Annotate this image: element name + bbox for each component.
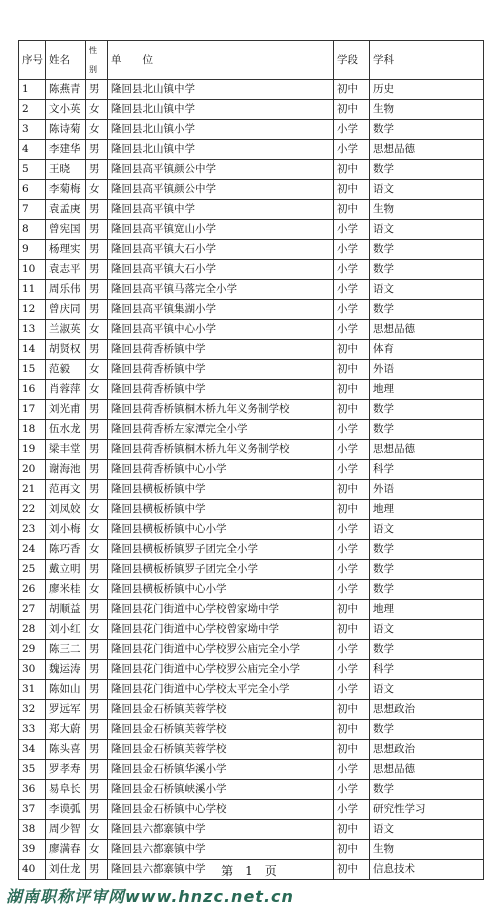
cell-no: 13 <box>19 320 46 340</box>
cell-gender: 男 <box>86 640 108 660</box>
cell-no: 5 <box>19 160 46 180</box>
cell-no: 27 <box>19 600 46 620</box>
cell-no: 6 <box>19 180 46 200</box>
cell-level: 初中 <box>334 860 370 880</box>
cell-gender: 男 <box>86 160 108 180</box>
cell-level: 初中 <box>334 160 370 180</box>
table-row <box>19 840 484 860</box>
cell-no: 4 <box>19 140 46 160</box>
cell-level: 初中 <box>334 200 370 220</box>
cell-subject: 思想政治 <box>370 740 484 760</box>
cell-subject: 语文 <box>370 280 484 300</box>
cell-gender: 男 <box>86 780 108 800</box>
cell-subject: 历史 <box>370 80 484 100</box>
cell-no: 14 <box>19 340 46 360</box>
cell-subject: 数学 <box>370 420 484 440</box>
cell-unit: 隆回县荷香桥镇中学 <box>108 340 334 360</box>
cell-subject: 数学 <box>370 580 484 600</box>
cell-name: 易阜长 <box>46 780 86 800</box>
table-row <box>19 640 484 660</box>
cell-subject: 语文 <box>370 620 484 640</box>
header-unit: 单 位 <box>108 41 334 80</box>
cell-gender: 女 <box>86 320 108 340</box>
table-row <box>19 540 484 560</box>
cell-subject: 数学 <box>370 640 484 660</box>
table-row <box>19 820 484 840</box>
table-header-row <box>19 41 484 80</box>
cell-level: 小学 <box>334 780 370 800</box>
cell-name: 兰淑英 <box>46 320 86 340</box>
cell-name: 廖满春 <box>46 840 86 860</box>
table-row <box>19 240 484 260</box>
cell-gender: 男 <box>86 340 108 360</box>
cell-subject: 生物 <box>370 200 484 220</box>
cell-no: 26 <box>19 580 46 600</box>
cell-level: 初中 <box>334 820 370 840</box>
table-row <box>19 420 484 440</box>
cell-level: 小学 <box>334 420 370 440</box>
cell-unit: 隆回县花门街道中心学校罗公庙完全小学 <box>108 640 334 660</box>
cell-name: 李谟弧 <box>46 800 86 820</box>
cell-level: 小学 <box>334 300 370 320</box>
cell-subject: 地理 <box>370 500 484 520</box>
cell-no: 23 <box>19 520 46 540</box>
cell-subject: 科学 <box>370 460 484 480</box>
cell-level: 小学 <box>334 440 370 460</box>
cell-name: 魏运涛 <box>46 660 86 680</box>
cell-unit: 隆回县荷香桥左家潭完全小学 <box>108 420 334 440</box>
cell-name: 戴立明 <box>46 560 86 580</box>
cell-name: 罗孝寿 <box>46 760 86 780</box>
cell-no: 11 <box>19 280 46 300</box>
cell-level: 初中 <box>334 600 370 620</box>
cell-gender: 男 <box>86 740 108 760</box>
cell-gender: 女 <box>86 580 108 600</box>
cell-unit: 隆回县高平镇中心小学 <box>108 320 334 340</box>
cell-gender: 女 <box>86 100 108 120</box>
cell-name: 陈燕青 <box>46 80 86 100</box>
cell-subject: 研究性学习 <box>370 800 484 820</box>
cell-unit: 隆回县荷香桥镇中学 <box>108 380 334 400</box>
cell-name: 范再文 <box>46 480 86 500</box>
cell-subject: 数学 <box>370 240 484 260</box>
cell-no: 10 <box>19 260 46 280</box>
cell-subject: 外语 <box>370 480 484 500</box>
cell-level: 初中 <box>334 360 370 380</box>
cell-level: 小学 <box>334 520 370 540</box>
cell-name: 刘凤姣 <box>46 500 86 520</box>
table-row <box>19 740 484 760</box>
cell-subject: 思想品德 <box>370 760 484 780</box>
table-row <box>19 600 484 620</box>
cell-subject: 体育 <box>370 340 484 360</box>
cell-level: 初中 <box>334 700 370 720</box>
header-gender <box>86 41 108 80</box>
cell-gender: 女 <box>86 500 108 520</box>
cell-gender: 男 <box>86 300 108 320</box>
cell-no: 31 <box>19 680 46 700</box>
cell-no: 36 <box>19 780 46 800</box>
cell-subject: 生物 <box>370 840 484 860</box>
cell-level: 小学 <box>334 280 370 300</box>
cell-name: 刘小梅 <box>46 520 86 540</box>
cell-subject: 地理 <box>370 600 484 620</box>
cell-unit: 隆回县金石桥镇芙蓉学校 <box>108 740 334 760</box>
cell-no: 9 <box>19 240 46 260</box>
cell-unit: 隆回县高平镇大石小学 <box>108 260 334 280</box>
cell-gender: 男 <box>86 440 108 460</box>
cell-gender: 女 <box>86 360 108 380</box>
table-row <box>19 280 484 300</box>
cell-level: 小学 <box>334 560 370 580</box>
table-row <box>19 160 484 180</box>
cell-subject: 数学 <box>370 560 484 580</box>
cell-name: 刘光甫 <box>46 400 86 420</box>
table-row <box>19 80 484 100</box>
site-watermark: 湖南职称评审网www.hnzc.net.cn <box>6 887 294 906</box>
cell-gender: 女 <box>86 120 108 140</box>
cell-no: 15 <box>19 360 46 380</box>
cell-name: 陈巧香 <box>46 540 86 560</box>
cell-unit: 隆回县高平镇颜公中学 <box>108 160 334 180</box>
header-level: 学段 <box>334 41 370 80</box>
cell-gender: 男 <box>86 660 108 680</box>
cell-level: 初中 <box>334 720 370 740</box>
header-name: 姓名 <box>46 41 86 80</box>
cell-subject: 地理 <box>370 380 484 400</box>
cell-name: 陈头喜 <box>46 740 86 760</box>
cell-subject: 外语 <box>370 360 484 380</box>
cell-unit: 隆回县横板桥镇中心小学 <box>108 580 334 600</box>
cell-level: 小学 <box>334 680 370 700</box>
cell-subject: 语文 <box>370 680 484 700</box>
cell-no: 28 <box>19 620 46 640</box>
cell-unit: 隆回县横板桥镇中学 <box>108 500 334 520</box>
table-row <box>19 500 484 520</box>
cell-level: 小学 <box>334 660 370 680</box>
cell-subject: 数学 <box>370 120 484 140</box>
cell-unit: 隆回县六都寨镇中学 <box>108 840 334 860</box>
cell-gender: 女 <box>86 520 108 540</box>
cell-unit: 隆回县北山镇小学 <box>108 120 334 140</box>
cell-gender: 男 <box>86 720 108 740</box>
table-row <box>19 120 484 140</box>
table-row <box>19 580 484 600</box>
cell-name: 周少智 <box>46 820 86 840</box>
cell-gender: 男 <box>86 760 108 780</box>
cell-level: 小学 <box>334 760 370 780</box>
cell-name: 曾庆同 <box>46 300 86 320</box>
cell-subject: 思想政治 <box>370 700 484 720</box>
cell-subject: 语文 <box>370 180 484 200</box>
cell-name: 曾宪国 <box>46 220 86 240</box>
roster-table <box>18 40 484 880</box>
cell-gender: 男 <box>86 280 108 300</box>
cell-gender: 女 <box>86 820 108 840</box>
cell-unit: 隆回县荷香桥镇中学 <box>108 360 334 380</box>
cell-gender: 男 <box>86 680 108 700</box>
cell-level: 初中 <box>334 740 370 760</box>
cell-name: 梁丰堂 <box>46 440 86 460</box>
cell-unit: 隆回县北山镇中学 <box>108 80 334 100</box>
header-subject: 学科 <box>370 41 484 80</box>
table-row <box>19 220 484 240</box>
cell-unit: 隆回县金石桥镇华溪小学 <box>108 760 334 780</box>
cell-no: 1 <box>19 80 46 100</box>
cell-level: 初中 <box>334 480 370 500</box>
cell-level: 小学 <box>334 260 370 280</box>
cell-subject: 语文 <box>370 220 484 240</box>
cell-name: 刘小红 <box>46 620 86 640</box>
cell-no: 37 <box>19 800 46 820</box>
cell-no: 8 <box>19 220 46 240</box>
cell-gender: 男 <box>86 800 108 820</box>
cell-unit: 隆回县荷香桥镇中心小学 <box>108 460 334 480</box>
cell-level: 小学 <box>334 240 370 260</box>
table-body <box>19 80 484 880</box>
cell-name: 肖蓉萍 <box>46 380 86 400</box>
cell-name: 陈如山 <box>46 680 86 700</box>
cell-no: 29 <box>19 640 46 660</box>
cell-gender: 男 <box>86 460 108 480</box>
cell-subject: 语文 <box>370 820 484 840</box>
cell-unit: 隆回县荷香桥镇桐木桥九年义务制学校 <box>108 400 334 420</box>
cell-subject: 科学 <box>370 660 484 680</box>
cell-name: 胡顺益 <box>46 600 86 620</box>
cell-name: 谢海池 <box>46 460 86 480</box>
table-row <box>19 480 484 500</box>
cell-level: 初中 <box>334 620 370 640</box>
cell-subject: 数学 <box>370 260 484 280</box>
cell-no: 3 <box>19 120 46 140</box>
table-row <box>19 320 484 340</box>
cell-name: 廖米桂 <box>46 580 86 600</box>
cell-no: 25 <box>19 560 46 580</box>
cell-no: 40 <box>19 860 46 880</box>
cell-subject: 数学 <box>370 160 484 180</box>
cell-unit: 隆回县高平镇中学 <box>108 200 334 220</box>
cell-no: 35 <box>19 760 46 780</box>
cell-name: 郑大蔚 <box>46 720 86 740</box>
table-row <box>19 200 484 220</box>
cell-level: 初中 <box>334 180 370 200</box>
cell-unit: 隆回县北山镇中学 <box>108 140 334 160</box>
cell-name: 袁志平 <box>46 260 86 280</box>
cell-gender: 男 <box>86 700 108 720</box>
cell-level: 初中 <box>334 80 370 100</box>
cell-unit: 隆回县金石桥镇峡溪小学 <box>108 780 334 800</box>
cell-name: 陈三二 <box>46 640 86 660</box>
cell-subject: 数学 <box>370 300 484 320</box>
cell-unit: 隆回县横板桥镇中学 <box>108 480 334 500</box>
cell-level: 初中 <box>334 500 370 520</box>
cell-no: 7 <box>19 200 46 220</box>
cell-subject: 语文 <box>370 520 484 540</box>
cell-unit: 隆回县高平镇大石小学 <box>108 240 334 260</box>
cell-gender: 男 <box>86 260 108 280</box>
cell-gender: 女 <box>86 620 108 640</box>
table-row <box>19 560 484 580</box>
cell-no: 34 <box>19 740 46 760</box>
cell-level: 初中 <box>334 340 370 360</box>
cell-unit: 隆回县花门街道中心学校曾家坳中学 <box>108 620 334 640</box>
cell-unit: 隆回县六都寨镇中学 <box>108 860 334 880</box>
cell-level: 初中 <box>334 840 370 860</box>
table-row <box>19 780 484 800</box>
cell-gender: 女 <box>86 840 108 860</box>
cell-gender: 男 <box>86 600 108 620</box>
table-row <box>19 100 484 120</box>
cell-level: 小学 <box>334 800 370 820</box>
table-row <box>19 180 484 200</box>
cell-gender: 男 <box>86 240 108 260</box>
table-row <box>19 700 484 720</box>
cell-no: 38 <box>19 820 46 840</box>
cell-no: 20 <box>19 460 46 480</box>
cell-unit: 隆回县高平镇集湖小学 <box>108 300 334 320</box>
cell-no: 12 <box>19 300 46 320</box>
header-gender-label: 性 别 <box>89 46 97 74</box>
header-no: 序号 <box>19 41 46 80</box>
cell-subject: 信息技术 <box>370 860 484 880</box>
cell-no: 19 <box>19 440 46 460</box>
cell-unit: 隆回县横板桥镇罗子团完全小学 <box>108 560 334 580</box>
cell-level: 小学 <box>334 120 370 140</box>
table-row <box>19 300 484 320</box>
cell-no: 24 <box>19 540 46 560</box>
cell-subject: 数学 <box>370 720 484 740</box>
cell-gender: 男 <box>86 560 108 580</box>
cell-name: 伍水龙 <box>46 420 86 440</box>
cell-unit: 隆回县高平镇马落完全小学 <box>108 280 334 300</box>
cell-unit: 隆回县金石桥镇中心学校 <box>108 800 334 820</box>
cell-gender: 女 <box>86 180 108 200</box>
cell-subject: 生物 <box>370 100 484 120</box>
table-row <box>19 460 484 480</box>
cell-name: 陈诗菊 <box>46 120 86 140</box>
table-row <box>19 360 484 380</box>
cell-no: 2 <box>19 100 46 120</box>
table-row <box>19 800 484 820</box>
cell-level: 初中 <box>334 100 370 120</box>
cell-unit: 隆回县六都寨镇中学 <box>108 820 334 840</box>
cell-subject: 数学 <box>370 400 484 420</box>
cell-name: 李建华 <box>46 140 86 160</box>
cell-name: 杨理实 <box>46 240 86 260</box>
cell-unit: 隆回县花门街道中心学校太平完全小学 <box>108 680 334 700</box>
cell-unit: 隆回县横板桥镇中心小学 <box>108 520 334 540</box>
cell-gender: 男 <box>86 200 108 220</box>
cell-level: 小学 <box>334 140 370 160</box>
table-row <box>19 680 484 700</box>
cell-subject: 思想品德 <box>370 440 484 460</box>
cell-unit: 隆回县花门街道中心学校罗公庙完全小学 <box>108 660 334 680</box>
cell-subject: 思想品德 <box>370 140 484 160</box>
cell-subject: 思想品德 <box>370 320 484 340</box>
cell-unit: 隆回县金石桥镇芙蓉学校 <box>108 720 334 740</box>
cell-no: 32 <box>19 700 46 720</box>
table-row <box>19 620 484 640</box>
cell-unit: 隆回县金石桥镇芙蓉学校 <box>108 700 334 720</box>
cell-no: 16 <box>19 380 46 400</box>
cell-unit: 隆回县横板桥镇罗子团完全小学 <box>108 540 334 560</box>
table-row <box>19 380 484 400</box>
cell-gender: 男 <box>86 400 108 420</box>
cell-gender: 男 <box>86 220 108 240</box>
cell-no: 18 <box>19 420 46 440</box>
cell-gender: 女 <box>86 380 108 400</box>
cell-unit: 隆回县北山镇中学 <box>108 100 334 120</box>
cell-gender: 男 <box>86 860 108 880</box>
table-row <box>19 440 484 460</box>
cell-no: 17 <box>19 400 46 420</box>
cell-name: 李菊梅 <box>46 180 86 200</box>
cell-no: 22 <box>19 500 46 520</box>
cell-no: 21 <box>19 480 46 500</box>
cell-unit: 隆回县高平镇颜公中学 <box>108 180 334 200</box>
table-row <box>19 140 484 160</box>
cell-gender: 女 <box>86 540 108 560</box>
cell-level: 小学 <box>334 580 370 600</box>
cell-no: 39 <box>19 840 46 860</box>
cell-name: 罗远军 <box>46 700 86 720</box>
cell-level: 小学 <box>334 640 370 660</box>
table-row <box>19 340 484 360</box>
table-row <box>19 760 484 780</box>
cell-name: 胡贤权 <box>46 340 86 360</box>
cell-subject: 数学 <box>370 540 484 560</box>
table-row <box>19 400 484 420</box>
cell-level: 小学 <box>334 540 370 560</box>
cell-no: 30 <box>19 660 46 680</box>
table-row <box>19 660 484 680</box>
page-number: 第 1 页 <box>221 864 277 878</box>
cell-unit: 隆回县花门街道中心学校曾家坳中学 <box>108 600 334 620</box>
cell-gender: 男 <box>86 420 108 440</box>
table-row <box>19 720 484 740</box>
cell-name: 范毅 <box>46 360 86 380</box>
table-row <box>19 520 484 540</box>
cell-level: 小学 <box>334 220 370 240</box>
cell-name: 王晓 <box>46 160 86 180</box>
table-row <box>19 260 484 280</box>
cell-level: 小学 <box>334 320 370 340</box>
cell-unit: 隆回县高平镇宽山小学 <box>108 220 334 240</box>
cell-name: 刘仕龙 <box>46 860 86 880</box>
cell-gender: 男 <box>86 480 108 500</box>
cell-gender: 男 <box>86 80 108 100</box>
cell-level: 小学 <box>334 460 370 480</box>
cell-gender: 男 <box>86 140 108 160</box>
cell-name: 袁孟庚 <box>46 200 86 220</box>
cell-level: 初中 <box>334 380 370 400</box>
cell-no: 33 <box>19 720 46 740</box>
cell-unit: 隆回县荷香桥镇桐木桥九年义务制学校 <box>108 440 334 460</box>
cell-name: 周乐伟 <box>46 280 86 300</box>
cell-name: 文小英 <box>46 100 86 120</box>
cell-level: 初中 <box>334 400 370 420</box>
cell-subject: 数学 <box>370 780 484 800</box>
